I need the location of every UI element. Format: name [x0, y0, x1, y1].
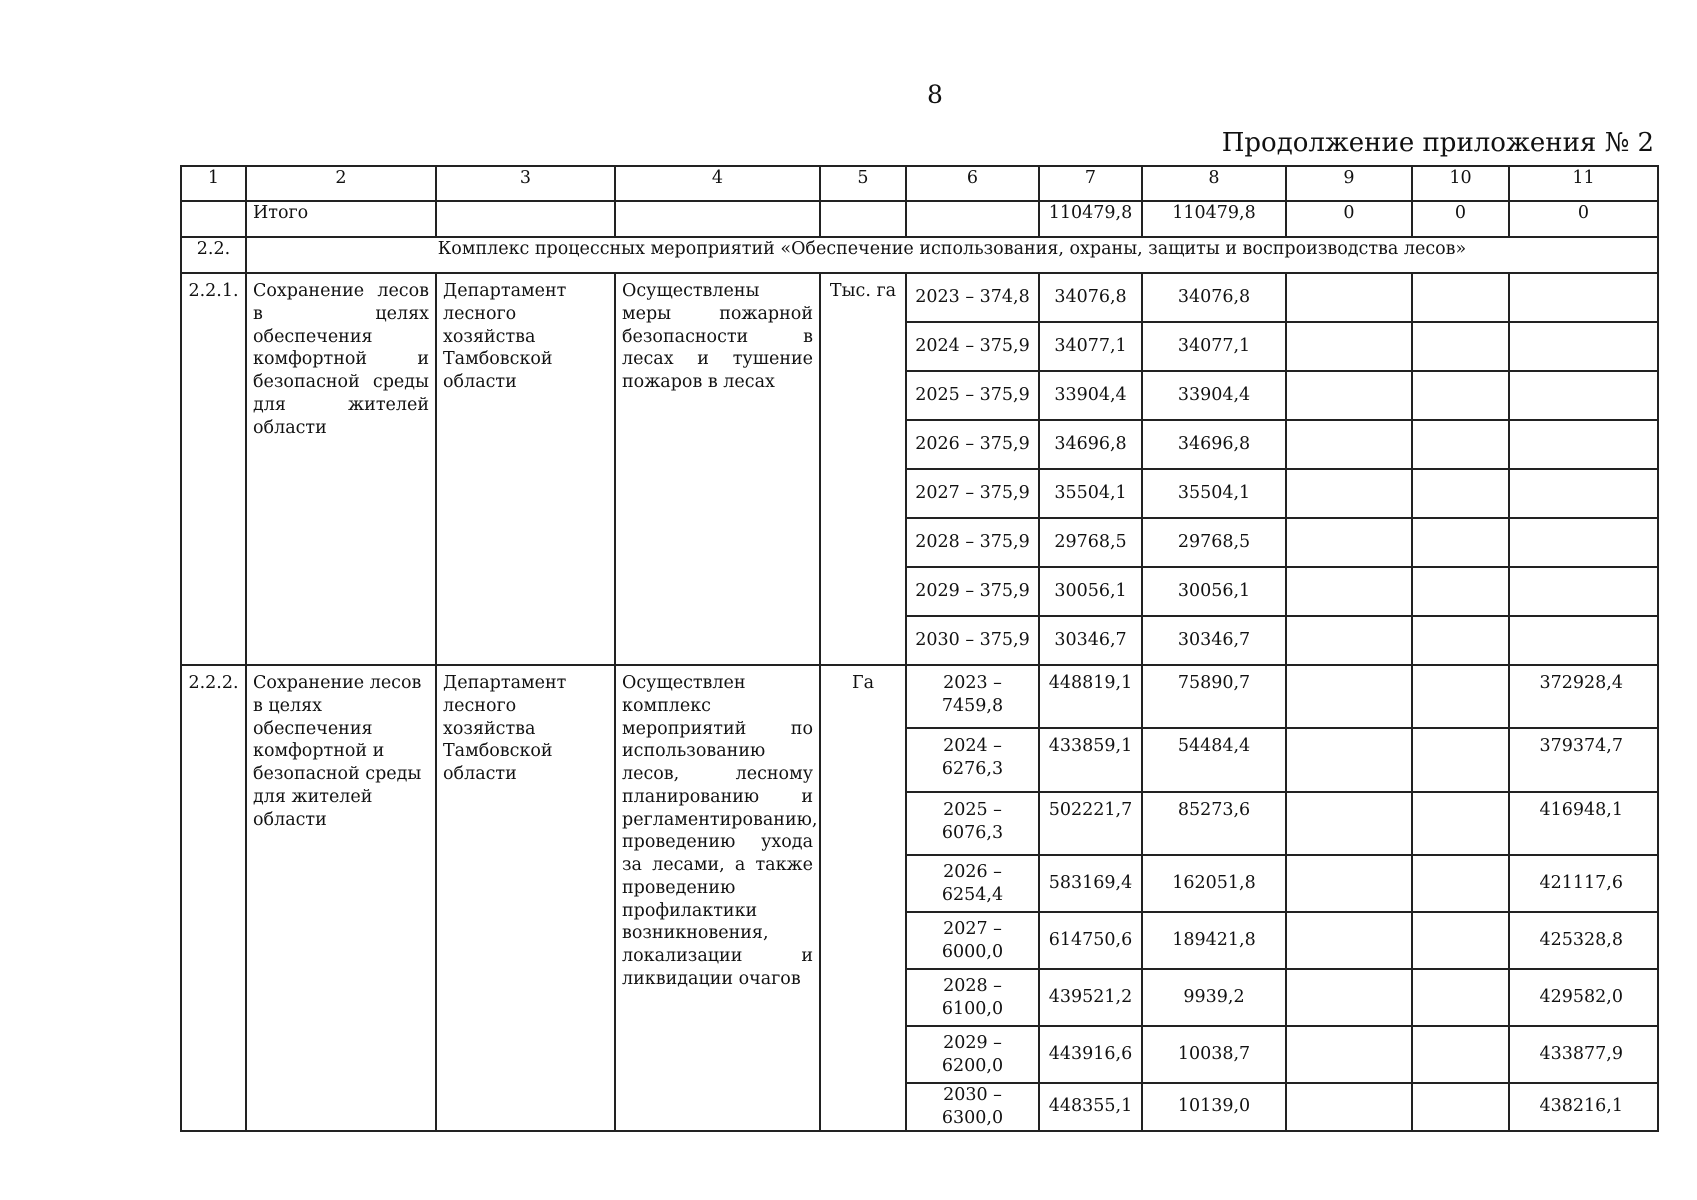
c8-cell: 162051,8	[1142, 855, 1286, 912]
total-label: Итого	[246, 201, 436, 237]
data-table	[180, 165, 1659, 1132]
c7-cell: 439521,2	[1039, 969, 1142, 1026]
c11-cell	[1509, 420, 1658, 469]
c10-cell	[1412, 665, 1509, 728]
c11-cell: 425328,8	[1509, 912, 1658, 969]
c8-cell: 29768,5	[1142, 518, 1286, 567]
group-result: Осуществлены меры пожарной безопасности в лесах и тушение пожаров в лесах	[615, 273, 820, 665]
c10-cell	[1412, 969, 1509, 1026]
indicator-cell: 2025 – 6076,3	[906, 792, 1039, 855]
c7-cell: 30056,1	[1039, 567, 1142, 616]
c7-cell: 443916,6	[1039, 1026, 1142, 1083]
c11-cell	[1509, 469, 1658, 518]
c8-cell: 30346,7	[1142, 616, 1286, 665]
total-cell	[615, 201, 820, 237]
header-row	[181, 166, 1658, 201]
group-num: 2.2.1.	[181, 273, 246, 665]
total-cell	[906, 201, 1039, 237]
indicator-cell: 2029 – 375,9	[906, 567, 1039, 616]
total-num-cell	[181, 201, 246, 237]
header-cell: 4	[615, 166, 820, 201]
c9-cell	[1286, 792, 1412, 855]
total-cell	[436, 201, 615, 237]
indicator-cell: 2030 – 6300,0	[906, 1083, 1039, 1131]
c11-cell	[1509, 567, 1658, 616]
header-cell: 5	[820, 166, 906, 201]
group-name: Сохранение лесов в целях обеспечения комфортной и безопасной среды для жителей области	[246, 665, 436, 1131]
c8-cell: 85273,6	[1142, 792, 1286, 855]
c11-cell	[1509, 616, 1658, 665]
c10-cell	[1412, 912, 1509, 969]
group-unit: Тыс. га	[820, 273, 906, 665]
c7-cell: 30346,7	[1039, 616, 1142, 665]
c9-cell	[1286, 1083, 1412, 1131]
indicator-cell: 2023 – 374,8	[906, 273, 1039, 322]
group-executor: Департамент лесного хозяйства Тамбовской области	[436, 665, 615, 1131]
c7-cell: 448355,1	[1039, 1083, 1142, 1131]
group-executor: Департамент лесного хозяйства Тамбовской области	[436, 273, 615, 665]
c9-cell	[1286, 273, 1412, 322]
appendix-title: Продолжение приложения № 2	[1221, 128, 1654, 158]
group-unit: Га	[820, 665, 906, 1131]
c11-cell: 416948,1	[1509, 792, 1658, 855]
c8-cell: 10038,7	[1142, 1026, 1286, 1083]
c11-cell	[1509, 322, 1658, 371]
c8-cell: 34077,1	[1142, 322, 1286, 371]
c10-cell	[1412, 273, 1509, 322]
c9-cell	[1286, 322, 1412, 371]
total-cell	[820, 201, 906, 237]
header-cell: 3	[436, 166, 615, 201]
table-row	[181, 665, 1658, 728]
c11-cell: 379374,7	[1509, 728, 1658, 792]
c9-cell	[1286, 665, 1412, 728]
group-name: Сохранение лесов в целях обеспечения комфортной и безопасной среды для жителей области	[246, 273, 436, 665]
c10-cell	[1412, 518, 1509, 567]
c11-cell: 433877,9	[1509, 1026, 1658, 1083]
c9-cell	[1286, 912, 1412, 969]
indicator-cell: 2028 – 375,9	[906, 518, 1039, 567]
c8-cell: 9939,2	[1142, 969, 1286, 1026]
indicator-cell: 2030 – 375,9	[906, 616, 1039, 665]
c10-cell	[1412, 371, 1509, 420]
c9-cell	[1286, 855, 1412, 912]
c10-cell	[1412, 1026, 1509, 1083]
c8-cell: 35504,1	[1142, 469, 1286, 518]
section-title: Комплекс процессных мероприятий «Обеспечение использования, охраны, защиты и воспроизводства лесов»	[246, 237, 1658, 273]
c7-cell: 35504,1	[1039, 469, 1142, 518]
total-row	[181, 201, 1658, 237]
header-cell: 8	[1142, 166, 1286, 201]
c7-cell: 29768,5	[1039, 518, 1142, 567]
c9-cell	[1286, 371, 1412, 420]
total-c9: 0	[1286, 201, 1412, 237]
c9-cell	[1286, 469, 1412, 518]
c8-cell: 189421,8	[1142, 912, 1286, 969]
total-c11: 0	[1509, 201, 1658, 237]
total-c10: 0	[1412, 201, 1509, 237]
header-cell: 1	[181, 166, 246, 201]
c11-cell	[1509, 273, 1658, 322]
indicator-cell: 2027 – 6000,0	[906, 912, 1039, 969]
c9-cell	[1286, 616, 1412, 665]
c10-cell	[1412, 616, 1509, 665]
indicator-cell: 2026 – 6254,4	[906, 855, 1039, 912]
c10-cell	[1412, 1083, 1509, 1131]
c10-cell	[1412, 469, 1509, 518]
c8-cell: 34076,8	[1142, 273, 1286, 322]
indicator-cell: 2023 – 7459,8	[906, 665, 1039, 728]
indicator-cell: 2029 – 6200,0	[906, 1026, 1039, 1083]
indicator-cell: 2025 – 375,9	[906, 371, 1039, 420]
c10-cell	[1412, 728, 1509, 792]
c9-cell	[1286, 420, 1412, 469]
header-cell: 11	[1509, 166, 1658, 201]
header-cell: 10	[1412, 166, 1509, 201]
c8-cell: 30056,1	[1142, 567, 1286, 616]
section-num: 2.2.	[181, 237, 246, 273]
group-num: 2.2.2.	[181, 665, 246, 1131]
c7-cell: 34696,8	[1039, 420, 1142, 469]
c7-cell: 502221,7	[1039, 792, 1142, 855]
c11-cell: 421117,6	[1509, 855, 1658, 912]
total-c7: 110479,8	[1039, 201, 1142, 237]
indicator-cell: 2026 – 375,9	[906, 420, 1039, 469]
indicator-cell: 2028 – 6100,0	[906, 969, 1039, 1026]
c11-cell: 429582,0	[1509, 969, 1658, 1026]
c10-cell	[1412, 420, 1509, 469]
c10-cell	[1412, 567, 1509, 616]
c7-cell: 34076,8	[1039, 273, 1142, 322]
c9-cell	[1286, 1026, 1412, 1083]
header-cell: 7	[1039, 166, 1142, 201]
indicator-cell: 2024 – 375,9	[906, 322, 1039, 371]
indicator-cell: 2024 – 6276,3	[906, 728, 1039, 792]
c11-cell: 438216,1	[1509, 1083, 1658, 1131]
group-result: Осуществлен комплекс мероприятий по использованию лесов, лесному планированию и регламентированию, проведению ухода за лесами, а также проведению профилактики возникновения, локализации и ликвидации очагов	[615, 665, 820, 1131]
header-cell: 2	[246, 166, 436, 201]
header-cell: 9	[1286, 166, 1412, 201]
c8-cell: 54484,4	[1142, 728, 1286, 792]
c9-cell	[1286, 969, 1412, 1026]
c9-cell	[1286, 567, 1412, 616]
c11-cell	[1509, 371, 1658, 420]
c10-cell	[1412, 322, 1509, 371]
c8-cell: 75890,7	[1142, 665, 1286, 728]
c10-cell	[1412, 855, 1509, 912]
c7-cell: 33904,4	[1039, 371, 1142, 420]
c8-cell: 10139,0	[1142, 1083, 1286, 1131]
table-row	[181, 273, 1658, 322]
header-cell: 6	[906, 166, 1039, 201]
c7-cell: 448819,1	[1039, 665, 1142, 728]
c7-cell: 433859,1	[1039, 728, 1142, 792]
total-c8: 110479,8	[1142, 201, 1286, 237]
c7-cell: 614750,6	[1039, 912, 1142, 969]
c8-cell: 34696,8	[1142, 420, 1286, 469]
c7-cell: 583169,4	[1039, 855, 1142, 912]
c8-cell: 33904,4	[1142, 371, 1286, 420]
c9-cell	[1286, 518, 1412, 567]
page-number: 8	[927, 80, 943, 109]
c9-cell	[1286, 728, 1412, 792]
c11-cell	[1509, 518, 1658, 567]
section-row	[181, 237, 1658, 273]
c10-cell	[1412, 792, 1509, 855]
c7-cell: 34077,1	[1039, 322, 1142, 371]
indicator-cell: 2027 – 375,9	[906, 469, 1039, 518]
c11-cell: 372928,4	[1509, 665, 1658, 728]
